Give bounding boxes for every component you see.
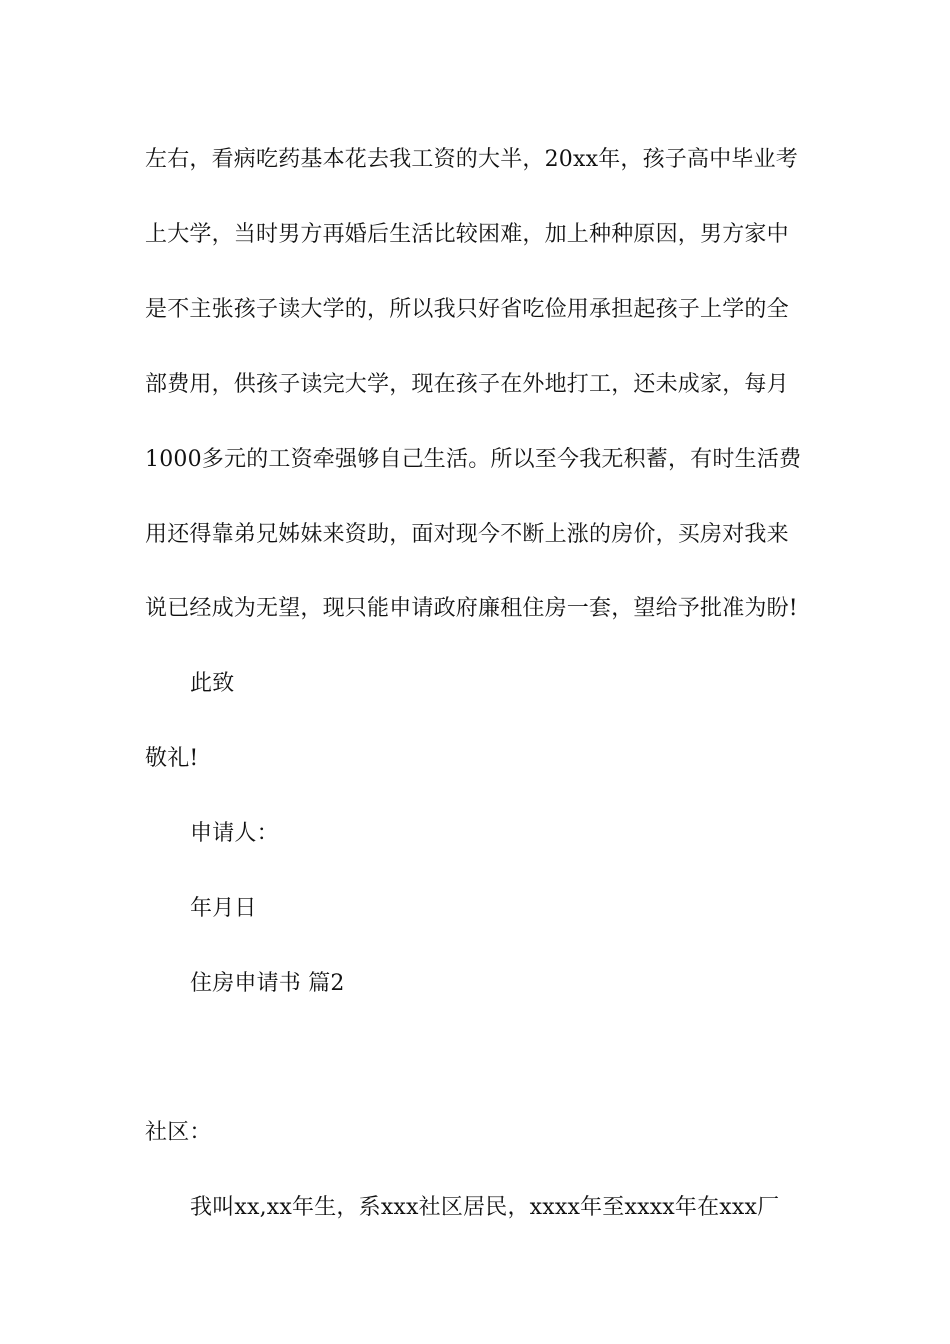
intro-line: 我叫xx,xx年生，系xxx社区居民，xxxx年至xxxx年在xxx厂 xyxy=(190,1195,780,1220)
body-line-1: 左右，看病吃药基本花去我工资的大半，20xx年，孩子高中毕业考 xyxy=(145,147,799,172)
closing-text: 此致 xyxy=(190,671,235,696)
body-line-6: 用还得靠弟兄姊妹来资助，面对现今不断上涨的房价，买房对我来 xyxy=(145,522,789,547)
addressee-text: 社区： xyxy=(145,1120,212,1145)
salute-text: 敬礼! xyxy=(145,746,199,771)
body-line-4: 部费用，供孩子读完大学，现在孩子在外地打工，还未成家，每月 xyxy=(145,372,789,397)
section-title: 住房申请书 篇2 xyxy=(190,971,345,996)
date-label: 年月日 xyxy=(190,896,257,921)
applicant-label: 申请人： xyxy=(190,821,279,846)
body-line-5: 1000多元的工资牵强够自己生活。所以至今我无积蓄，有时生活费 xyxy=(145,447,802,472)
body-line-7: 说已经成为无望，现只能申请政府廉租住房一套，望给予批准为盼! xyxy=(145,596,798,621)
body-line-3: 是不主张孩子读大学的，所以我只好省吃俭用承担起孩子上学的全 xyxy=(145,297,789,322)
body-line-2: 上大学，当时男方再婚后生活比较困难，加上种种原因，男方家中 xyxy=(145,222,789,247)
